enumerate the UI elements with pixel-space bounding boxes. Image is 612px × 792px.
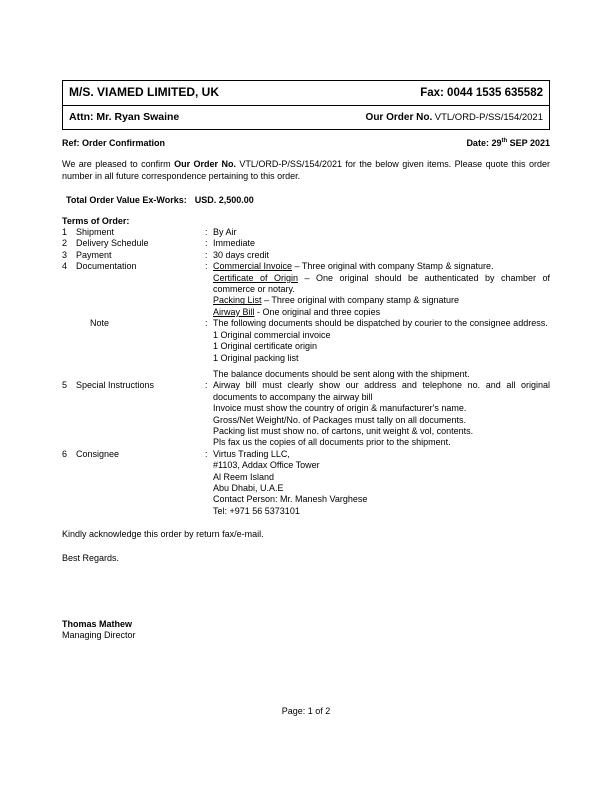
special-line: Pls fax us the copies of all documents prior to the shipment. (213, 437, 451, 448)
attention-line: Attn: Mr. Ryan Swaine (69, 111, 180, 123)
term-row-note (62, 318, 550, 380)
consignee-line: Tel: +971 56 5373101 (213, 505, 300, 516)
signature-block (62, 619, 550, 642)
date-label (466, 138, 550, 149)
term-number: 5 (62, 380, 68, 391)
terms-heading: Terms of Order: (62, 215, 130, 226)
special-line: Packing list must show no. of cartons, unit weight & vol, contents. (213, 425, 474, 436)
doc-line-packing-list (213, 295, 550, 306)
term-number: 6 (62, 448, 68, 459)
intro-part2: VTL/ORD-P/SS/154/2021 for the below given items. Please quote this order number in all future correspondence pertaining to this order. (62, 159, 550, 181)
note-line: The following documents should be dispatched by courier to the consignee address. (213, 318, 548, 329)
doc-line-certificate-of-origin (213, 273, 550, 296)
term-label: Payment (76, 249, 112, 260)
doc-line-commercial-invoice (213, 261, 550, 272)
page-footer (0, 706, 612, 717)
page-number: Page: 1 of 2 (281, 706, 331, 716)
doc-line-airway-bill (213, 307, 550, 318)
header-row-2 (63, 105, 549, 129)
term-colon: : (205, 249, 208, 260)
note-list-item: 1 Original packing list (213, 352, 299, 363)
term-label: Shipment (76, 227, 115, 238)
total-amount: USD. 2,500.00 (194, 195, 254, 206)
term-colon: : (205, 318, 208, 329)
header-table (62, 80, 550, 130)
consignee-line: Al Reem Island (213, 471, 275, 482)
total-label: Total Order Value Ex-Works: (66, 195, 187, 206)
term-label: Delivery Schedule (76, 238, 149, 249)
company-name: M/S. VIAMED LIMITED, UK (69, 85, 219, 99)
note-content (213, 318, 550, 380)
term-label: Consignee (76, 448, 120, 459)
total-value-line (62, 195, 550, 206)
order-number-line (366, 110, 543, 125)
intro-part1: We are pleased to confirm (62, 159, 175, 170)
doc-rest: – Three original with company stamp & signature (261, 295, 459, 306)
acknowledge-line: Kindly acknowledge this order by return fax/e-mail. (62, 529, 264, 540)
documentation-content (213, 261, 550, 318)
term-label: Special Instructions (76, 380, 155, 391)
doc-title: Commercial Invoice (213, 261, 293, 272)
ref-date-row (62, 138, 550, 149)
term-row-special-instructions (62, 380, 550, 448)
term-row-payment (62, 250, 550, 261)
consignee-line: Virtus Trading LLC, (213, 448, 290, 459)
doc-title: Packing List (213, 295, 262, 306)
term-row-delivery-schedule (62, 238, 550, 249)
consignee-line: #1103, Addax Office Tower (213, 460, 320, 471)
special-line: Invoice must show the country of origin & manufacturer's name. (213, 403, 467, 414)
special-line: Gross/Net Weight/No. of Packages must tally on all documents. (213, 414, 466, 425)
date-prefix: Date: 29 (466, 138, 502, 148)
term-value: Immediate (213, 238, 256, 249)
term-row-shipment (62, 227, 550, 238)
note-label: Note (90, 318, 110, 329)
fax-number: Fax: 0044 1535 635582 (420, 87, 543, 99)
header-row-1 (63, 81, 549, 105)
order-number-label: Our Order No. (365, 112, 433, 123)
doc-title: Airway Bill (213, 306, 255, 317)
signature-name: Thomas Mathew (62, 619, 133, 629)
term-number: 4 (62, 261, 68, 272)
special-line: Airway bill must clearly show our address and telephone no. and all original documents to accompany the airway bill (213, 380, 550, 402)
term-value: 30 days credit (213, 249, 270, 260)
consignee-line: Abu Dhabi, U.A.E (213, 482, 284, 493)
term-colon: : (205, 238, 208, 249)
doc-title: Certificate of Origin (213, 272, 298, 283)
terms-list (62, 227, 550, 517)
doc-rest: - One original and three copies (254, 306, 381, 317)
term-number: 2 (62, 238, 68, 249)
term-number: 3 (62, 249, 68, 260)
signature-title: Managing Director (62, 630, 136, 641)
regards-line: Best Regards. (62, 552, 120, 563)
ref-label: Ref: Order Confirmation (62, 138, 166, 148)
term-value: By Air (213, 227, 237, 238)
intro-paragraph (62, 159, 550, 182)
doc-rest: – Three original with company Stamp & signature. (292, 261, 494, 272)
term-label: Documentation (76, 261, 137, 272)
term-colon: : (205, 227, 208, 238)
consignee-line: Contact Person: Mr. Manesh Varghese (213, 494, 368, 505)
term-colon: : (205, 448, 208, 459)
note-list-item: 1 Original certificate origin (213, 341, 318, 352)
doc-rest: – One original should be authenticated by chamber of commerce or notary. (213, 272, 550, 295)
date-suffix: SEP 2021 (507, 138, 550, 148)
term-row-consignee (62, 449, 550, 517)
term-colon: : (205, 261, 208, 272)
term-number: 1 (62, 227, 68, 238)
term-row-documentation (62, 261, 550, 318)
consignee-address (213, 449, 550, 517)
intro-order-no-bold: Our Order No. (174, 159, 236, 170)
term-colon: : (205, 380, 208, 391)
special-instructions-content (213, 380, 550, 448)
note-list-item: 1 Original commercial invoice (213, 329, 331, 340)
date-ordinal-suffix: th (501, 138, 508, 144)
order-number-value: VTL/ORD-P/SS/154/2021 (434, 112, 543, 123)
note-balance-line: The balance documents should be sent along with the shipment. (213, 368, 470, 379)
